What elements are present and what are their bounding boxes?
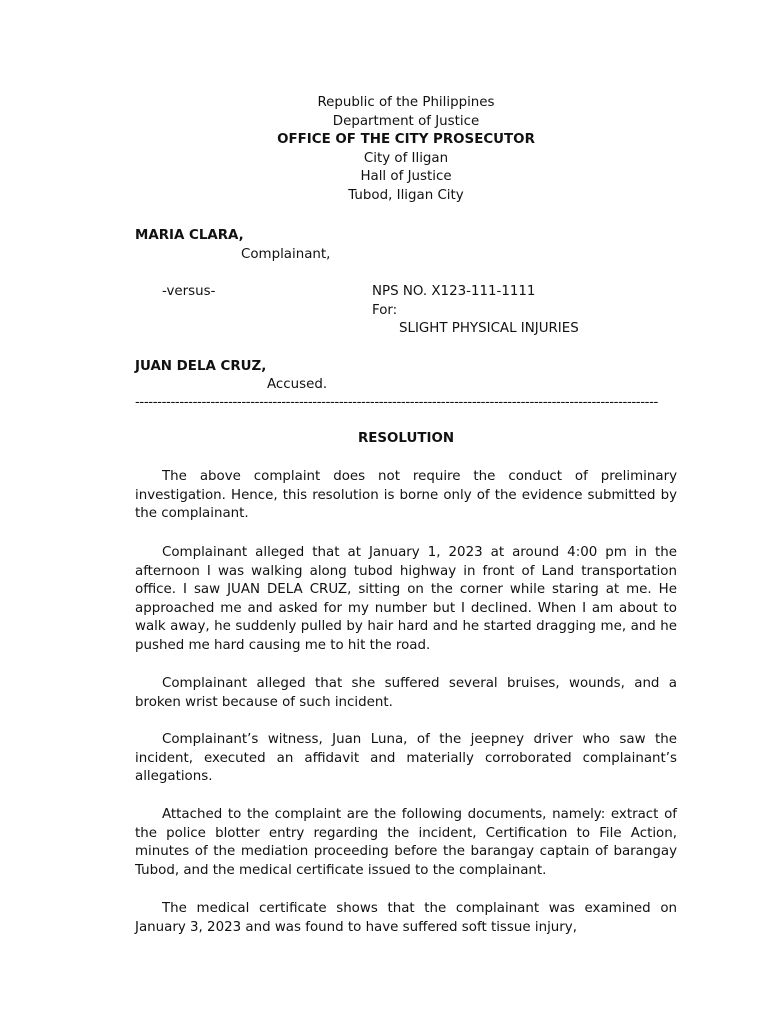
paragraph-3: Complainant alleged that she suffered several bruises, wounds, and a broken wrist because of such incident. — [135, 676, 677, 710]
accused-name: JUAN DELA CRUZ, — [135, 359, 267, 374]
paragraph-4: Complainant’s witness, Juan Luna, of the jeepney driver who saw the incident, executed an affidavit and materially corroborated complainant’s allegations. — [135, 732, 677, 785]
versus-label: -versus- — [162, 284, 216, 299]
case-number: NPS NO. X123-111-1111 — [372, 284, 536, 299]
header-hall: Hall of Justice — [360, 169, 452, 185]
paragraph-6: The medical certificate shows that the complainant was examined on January 3, 2023 and was found to have suffered soft tissue injury, — [135, 901, 677, 935]
complainant-role: Complainant, — [241, 247, 331, 262]
header-republic: Republic of the Philippines — [317, 95, 495, 110]
document-header — [0, 94, 768, 206]
offense-label: SLIGHT PHYSICAL INJURIES — [399, 321, 579, 336]
complainant-name: MARIA CLARA, — [135, 228, 244, 243]
header-office: OFFICE OF THE CITY PROSECUTOR — [277, 132, 535, 148]
header-city: City of Iligan — [363, 150, 449, 166]
caption-divider: ---------------------------------------------------------------------------------------------------------------------- — [135, 395, 658, 410]
header-address: Tubod, Iligan City — [348, 187, 464, 203]
for-label: For: — [372, 303, 398, 318]
paragraph-2: Complainant alleged that at January 1, 2023 at around 4:00 pm in the afternoon I was walking along tubod highway in front of Land transportation office. I saw JUAN DELA CRUZ, sitting on the corner while staring at me. He approached me and asked for my number but I declined. When I am about to walk away, he suddenly pulled by hair hard and he started dragging me, and he pushed me hard causing me to hit the road. — [135, 545, 677, 653]
paragraph-1: The above complaint does not require the conduct of preliminary investigation. Hence, this resolution is borne only of the evidence submitted by the complainant. — [135, 469, 677, 522]
header-department: Department of Justice — [332, 113, 480, 129]
paragraph-5: Attached to the complaint are the following documents, namely: extract of the police blotter entry regarding the incident, Certification to File Action, minutes of the mediation proceeding before the barangay captain of barangay Tubod, and the medical certificate issued to the complainant. — [135, 807, 677, 878]
accused-role: Accused. — [267, 377, 328, 392]
resolution-title: RESOLUTION — [357, 431, 455, 446]
